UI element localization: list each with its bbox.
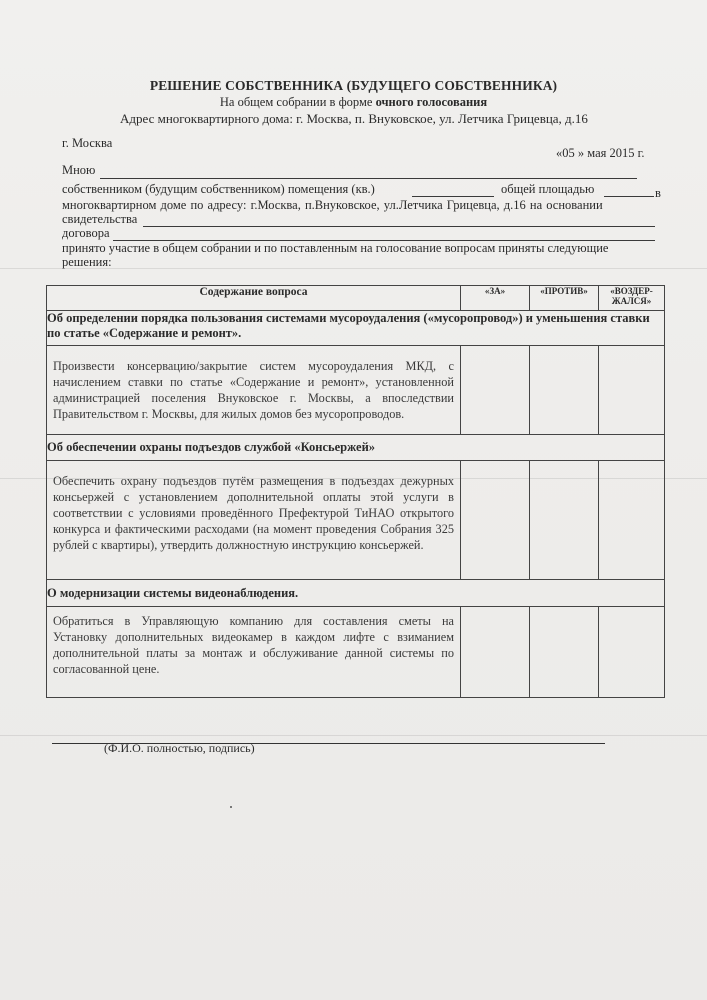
section-heading-row [47,311,665,346]
document-subtitle [0,95,707,110]
question-2-vote-against[interactable] [530,461,599,580]
question-3-vote-for[interactable] [461,607,530,698]
apartment-number-field[interactable] [412,196,494,197]
certificate-label: свидетельства [62,212,138,226]
owner-name-field[interactable] [100,178,637,179]
premises-label: собственником (будущим собственником) помещения (кв.) [62,182,375,196]
city: г. Москва [62,136,113,150]
section-1-heading: Об определении порядка пользования системами мусороудаления («мусоропровод») и уменьшения ставки по статье «Содержание и ремонт». [47,311,665,346]
in-label: в [655,186,661,200]
question-2-vote-for[interactable] [461,461,530,580]
document-title: РЕШЕНИЕ СОБСТВЕННИКА (БУДУЩЕГО СОБСТВЕННИКА) [149,78,558,93]
area-field[interactable] [604,196,654,197]
header-abstain [599,286,665,311]
section-2-heading: Об обеспечении охраны подъездов службой «Консьержей» [47,435,665,461]
question-row [47,461,665,580]
area-label: общей площадью [501,182,595,196]
question-3-vote-abstain[interactable] [599,607,665,698]
owner-label: Мною [62,163,96,177]
signature-label: (Ф.И.О. полностью, подпись) [104,741,255,755]
question-1-vote-abstain[interactable] [599,346,665,435]
address-basis-text: многоквартирном доме по адресу: г.Москва, п.Внуковское, ул.Летчика Грицевца, д.16 на основании [62,198,603,212]
contract-label: договора [62,226,110,240]
voting-table [46,285,665,698]
section-heading-row [47,435,665,461]
question-1-vote-for[interactable] [461,346,530,435]
question-1-text: Произвести консервацию/закрытие систем мусороудаления МКД, с начислением ставки по статье «Содержание и ремонт», установленной администрацией поселения Внуковское г. Москвы, а впоследствии Правительством г. Москвы, для жилых домов без мусоропроводов. [47,346,461,435]
header-against: «ПРОТИВ» [530,286,599,311]
question-row [47,607,665,698]
paper-fold [0,735,707,736]
question-3-text: Обратиться в Управляющую компанию для составления сметы на Установку дополнительных видеокамер в каждом лифте с взиманием дополнительной платы за монтаж и обслуживание данной системы по согласованной цене. [47,607,461,698]
decisions-label: решения: [62,255,112,269]
header-for: «ЗА» [461,286,530,311]
question-1-vote-against[interactable] [530,346,599,435]
participation-text: принято участие в общем собрании и по поставленным на голосование вопросам приняты следующие [62,241,609,255]
subtitle-vote-form: очного голосования [375,95,488,109]
subtitle-text: На общем собрании в форме [219,95,376,109]
header-abstain-line2: ЖАЛСЯ» [611,296,652,306]
header-abstain-line1: «ВОЗДЕР- [610,286,653,296]
question-row [47,346,665,435]
house-address: Адрес многоквартирного дома: г. Москва, п. Внуковское, ул. Летчика Грицевца, д.16 [120,111,588,126]
table-header-row [47,286,665,311]
question-2-vote-abstain[interactable] [599,461,665,580]
document-date: «05 » мая 2015 г. [556,146,645,160]
header-question: Содержание вопроса [47,286,461,311]
question-2-text: Обеспечить охрану подъездов путём размещения в подъездах дежурных консьержей с установлением дополнительной оплаты этой услуги в соответствии с условиями проведённого Префектурой ТиНАО открытого конкурса и фактическими расходами (на момент проведения Собрания 325 рублей с квартиры), утвердить должностную инструкцию консьержей. [47,461,461,580]
section-heading-row [47,580,665,607]
ink-speck [230,806,232,808]
question-3-vote-against[interactable] [530,607,599,698]
certificate-field[interactable] [143,226,655,227]
section-3-heading: О модернизации системы видеонаблюдения. [47,580,665,607]
